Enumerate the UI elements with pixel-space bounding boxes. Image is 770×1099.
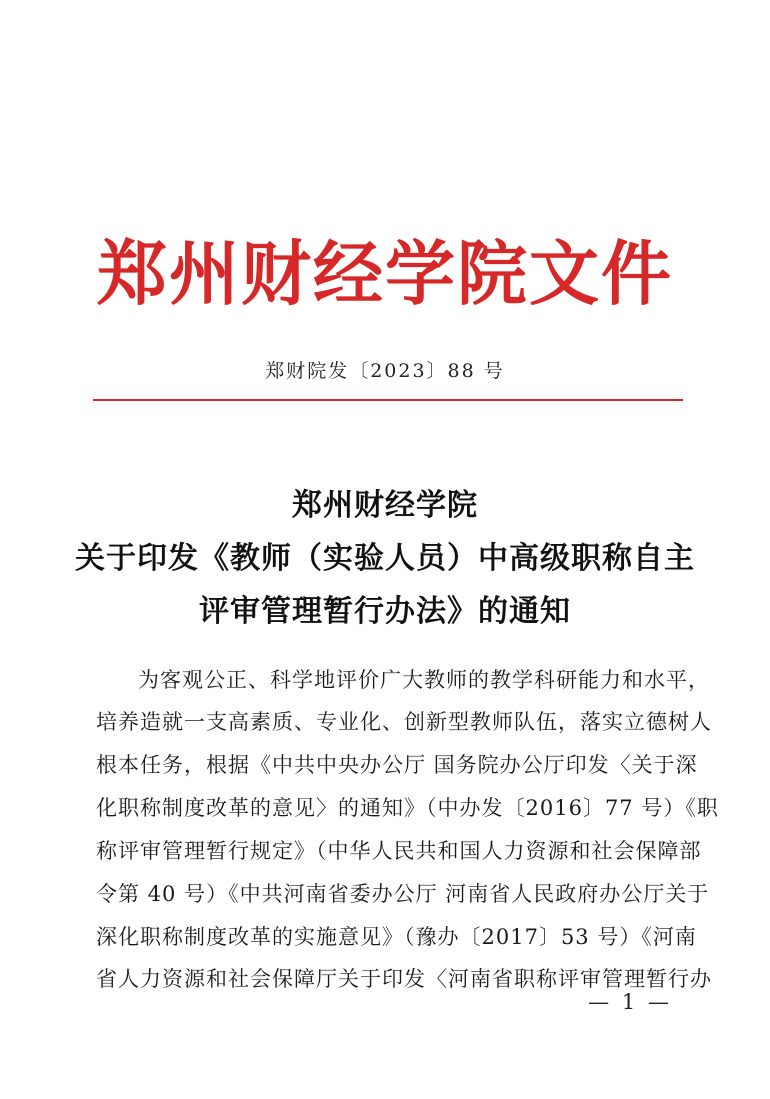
title-line-1: 郑州财经学院: [292, 488, 478, 523]
body-line-6: 令第 40 号）《中共河南省委办公厅 河南省人民政府办公厅关于: [96, 882, 710, 906]
body-line-1: 为客观公正、科学地评价广大教师的教学科研能力和水平，: [138, 668, 710, 692]
body-line-8: 省人力资源和社会保障厅关于印发〈河南省职称评审管理暂行办: [96, 967, 712, 991]
title-line-3: 评审管理暂行办法》的通知: [199, 594, 571, 629]
body-line-7: 深化职称制度改革的实施意见》（豫办〔2017〕53 号）《河南: [96, 925, 697, 949]
body-line-3: 根本任务，根据《中共中央办公厅 国务院办公厅印发〈关于深: [96, 753, 698, 777]
page-number: — 1 —: [588, 990, 672, 1014]
body-line-5: 称评审管理暂行规定》（中华人民共和国人力资源和社会保障部: [96, 839, 702, 863]
title-line-2: 关于印发《教师（实验人员）中高级职称自主: [75, 541, 695, 576]
body-line-2: 培养造就一支高素质、专业化、创新型教师队伍，落实立德树人: [96, 710, 712, 734]
body-line-4: 化职称制度改革的意见〉的通知》（中办发〔2016〕77 号）《职: [96, 796, 719, 820]
document-number: 郑财院发〔2023〕88 号: [265, 360, 505, 382]
document-header-title: 郑州财经学院文件: [97, 232, 673, 315]
header-divider: [93, 399, 683, 401]
